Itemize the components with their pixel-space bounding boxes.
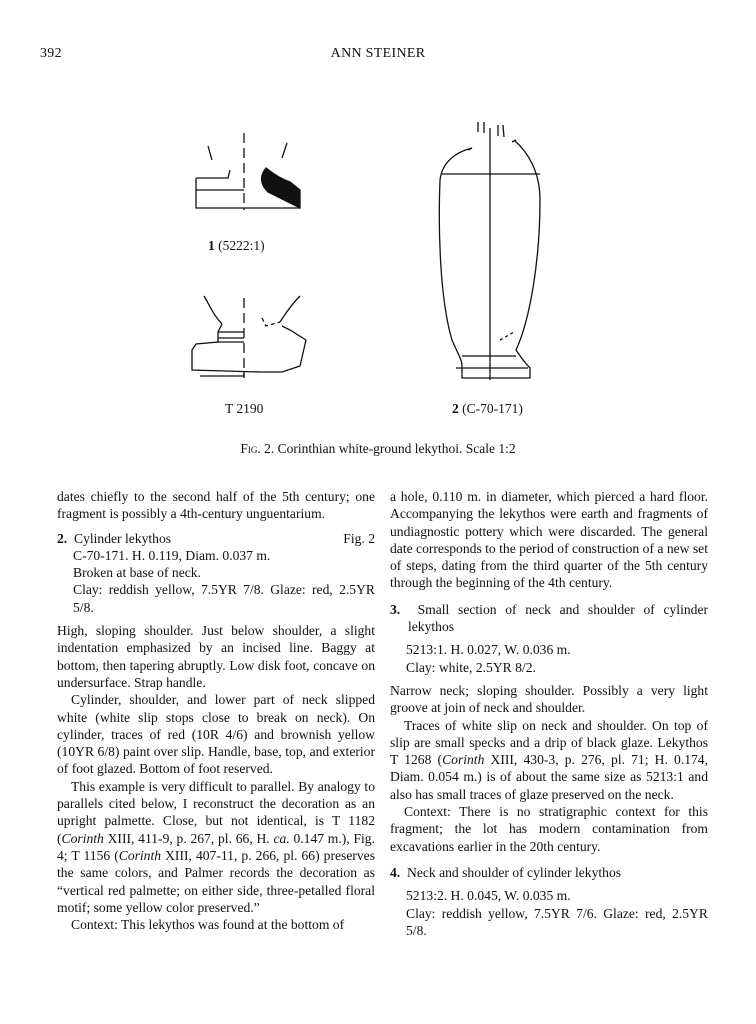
- lekythos-2-shoulder-break: [468, 140, 516, 150]
- entry-2-inventory: C-70-171. H. 0.119, Diam. 0.037 m.: [73, 547, 271, 563]
- figure-drawings: [0, 0, 756, 440]
- t2190-profile: [192, 324, 306, 372]
- entry-3-clay: Clay: white, 2.5YR 8/2.: [406, 659, 536, 675]
- context-continued: a hole, 0.110 m. in diameter, which pierced a hard floor. Accompanying the lekythos were earth and fragments of undiagnostic pottery which were discarded. The general date corresponds to the period of construction of a new set of steps, dating from the third quarter of the 5th century through the beginning of the 4th century.: [390, 489, 708, 591]
- t2190-break-line: [262, 318, 280, 326]
- entry-3-decoration: Traces of white slip on neck and shoulder. On top of slip are small specks and a drip of black glaze. Lekythos T 1268 (Corinth XIII, 430-3, p. 276, pl. 71; H. 0.174, Diam. 0.054 m.) is of about the same size as 5213:1 and also has small traces of glaze preserved on the neck.: [390, 717, 709, 802]
- drawing-fragment-t2190: [192, 296, 306, 378]
- entry-2-heading: 2. Cylinder lekythos Fig. 2: [57, 530, 375, 546]
- entry-3-context: Context: There is no stratigraphic context for this fragment; the lot has modern contamination from excavations earlier in the 20th century.: [390, 804, 708, 854]
- entry-4-heading: 4. Neck and shoulder of cylinder lekythos: [390, 864, 622, 880]
- drawing-fragment-1: [196, 133, 300, 210]
- entry-4-inventory: 5213:2. H. 0.045, W. 0.035 m.: [406, 888, 571, 904]
- figure-label-t2190: T 2190: [225, 401, 264, 416]
- lekythos-2-handle-trace: [500, 332, 514, 340]
- entry-3-inventory: 5213:1. H. 0.027, W. 0.036 m.: [406, 642, 571, 658]
- right-column: [390, 488, 708, 939]
- fragment-1-left-wall: [208, 146, 212, 160]
- t2190-right-curve: [280, 296, 300, 322]
- intro-paragraph: dates chiefly to the second half of the 5th century; one fragment is possibly a 4th-century unguentarium.: [57, 489, 375, 522]
- entry-2-context: Context: This lekythos was found at the bottom of: [71, 917, 345, 933]
- figure-caption: Fig. 2. Corinthian white-ground lekythoi. Scale 1:2: [240, 441, 516, 456]
- page-number: 392: [40, 46, 62, 61]
- left-column: [57, 488, 375, 933]
- t2190-foot: [200, 372, 244, 376]
- entry-2-clay: Clay: reddish yellow, 7.5YR 7/8. Glaze: red, 2.5YR 5/8.: [73, 582, 375, 615]
- entry-2-decoration: Cylinder, shoulder, and lower part of neck slipped white (white slip stops close to break on neck). On cylinder, traces of red (10R 4/6) and brownish yellow (10YR 6/8) paint over slip. Handle, base, top, and exterior of foot glazed. Bottom of foot reserved.: [57, 692, 375, 777]
- entry-2-condition: Broken at base of neck.: [73, 565, 201, 581]
- fragment-1-section: [262, 168, 300, 208]
- entry-3-heading: 3. Small section of neck and shoulder of cylinder lekythos: [390, 601, 709, 635]
- entry-3-description: Narrow neck; sloping shoulder. Possibly a very light groove at join of neck and shoulder.: [390, 682, 708, 716]
- fragment-1-right-wall: [282, 143, 287, 158]
- figure-label-1: 1 (5222:1): [208, 238, 265, 253]
- figure-label-2: 2 (C-70-171): [452, 401, 523, 416]
- entry-4-clay: Clay: reddish yellow, 7.5YR 7/6. Glaze: red, 2.5YR 5/8.: [406, 905, 708, 938]
- entry-2-description: High, sloping shoulder. Just below shoulder, a slight indentation emphasized by an incised line. Baggy at bottom, then tapering abruptly. Low disk foot, concave on undersurface. Strap handle.: [57, 623, 375, 690]
- entry-2-parallels: This example is very difficult to parallel. By analogy to parallels cited below, I reconstruct the decoration as an upright palmette. Close, but not identical, is T 1182 (Corinth XIII, 411-9, p. 267, pl. 66, H. ca. 0.147 m.), Fig. 4; T 1156 (Corinth XIII, 407-11, p. 266, pl. 66) preserves the same colors, and Palmer records the decoration as “vertical red palmette; on either side, three-petalled floral motif; some yellow color preserved.”: [57, 778, 375, 915]
- t2190-rings: [218, 332, 244, 342]
- t2190-left-curve: [204, 296, 222, 324]
- lekythos-2-neck-ticks: [478, 122, 504, 137]
- drawing-lekythos-2: [439, 122, 540, 380]
- fragment-1-profile-left: [196, 170, 244, 190]
- running-head: ANN STEINER: [330, 46, 426, 61]
